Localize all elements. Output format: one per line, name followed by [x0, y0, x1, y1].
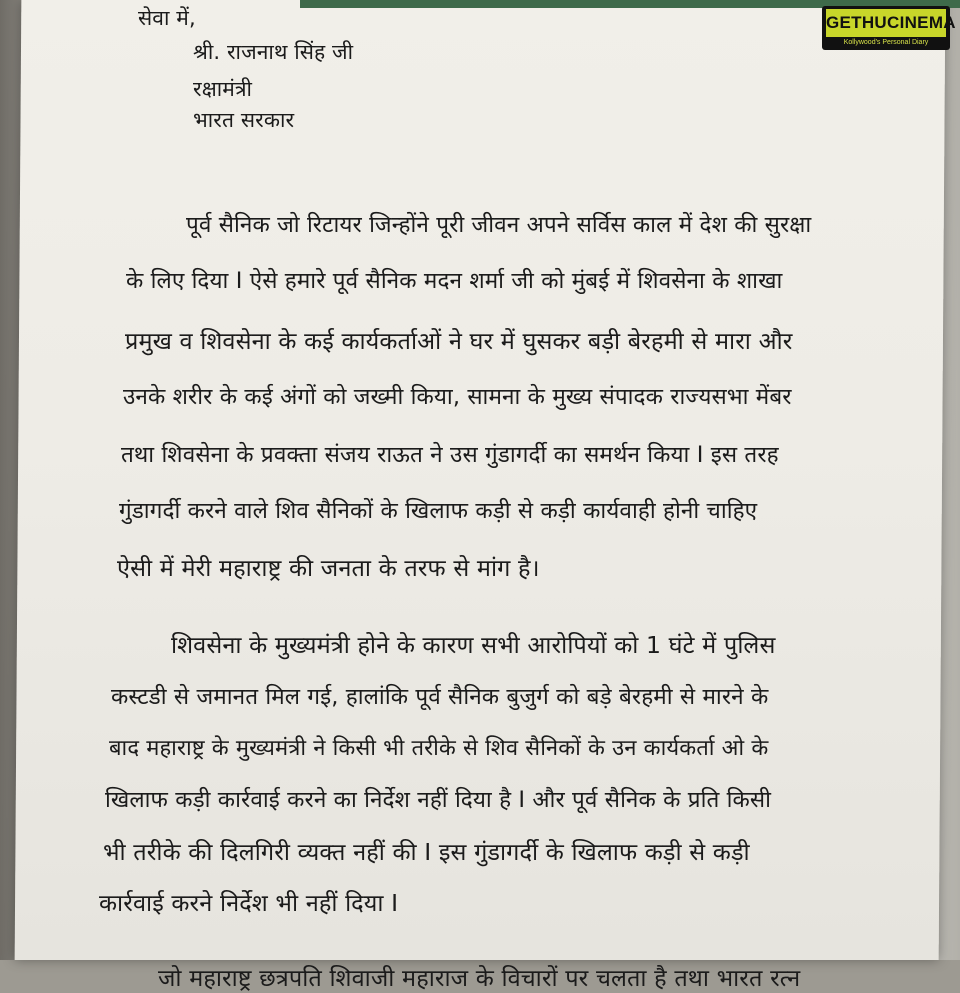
recipient-name: श्री. राजनाथ सिंह जी [193, 40, 354, 64]
paragraph-line: के लिए दिया I ऐसे हमारे पूर्व सैनिक मदन शर्मा जी को मुंबई में शिवसेना के शाखा [126, 268, 783, 294]
paragraph-line: कस्टडी से जमानत मिल गई, हालांकि पूर्व सैनिक बुजुर्ग को बड़े बेरहमी से मारने के [111, 683, 769, 710]
paragraph-line: प्रमुख व शिवसेना के कई कार्यकर्ताओं ने घर में घुसकर बड़ी बेरहमी से मारा और [125, 327, 793, 355]
salutation: सेवा में, [138, 6, 196, 30]
paragraph-line: खिलाफ कड़ी कार्रवाई करने का निर्देश नहीं दिया है I और पूर्व सैनिक के प्रति किसी [105, 787, 772, 814]
watermark-logo [822, 6, 956, 50]
paragraph-line: बाद महाराष्ट्र के मुख्यमंत्री ने किसी भी तरीके से शिव सैनिकों के उन कार्यकर्ता ओ के [109, 735, 769, 761]
paragraph-line: तथा शिवसेना के प्रवक्ता संजय राऊत ने उस गुंडागर्दी का समर्थन किया I इस तरह [121, 442, 779, 468]
paragraph-line: उनके शरीर के कई अंगों को जख्मी किया, सामना के मुख्य संपादक राज्यसभा मेंबर [123, 384, 792, 410]
paragraph-line: शिवसेना के मुख्यमंत्री होने के कारण सभी आरोपियों को 1 घंटे में पुलिस [171, 631, 776, 660]
recipient-org: भारत सरकार [193, 108, 295, 132]
paragraph-line: पूर्व सैनिक जो रिटायर जिन्होंने पूरी जीवन अपने सर्विस काल में देश की सुरक्षा [186, 212, 812, 238]
paragraph-line: गुंडागर्दी करने वाले शिव सैनिकों के खिलाफ कड़ी से कड़ी कार्यवाही होनी चाहिए [119, 498, 758, 524]
paragraph-line: कार्रवाई करने निर्देश भी नहीं दिया I [99, 888, 399, 917]
watermark-tagline: Kollywood's Personal Diary [843, 39, 929, 46]
watermark-brand: GETHUCINEMA [826, 9, 946, 37]
paragraph-line: जो महाराष्ट्र छत्रपति शिवाजी महाराज के विचारों पर चलता है तथा भारत रत्न [158, 964, 801, 993]
paragraph-line: भी तरीके की दिलगिरी व्यक्त नहीं की I इस गुंडागर्दी के खिलाफ कड़ी से कड़ी [103, 837, 750, 866]
recipient-title: रक्षामंत्री [193, 77, 253, 101]
paragraph-line: ऐसी में मेरी महाराष्ट्र की जनता के तरफ से मांग है। [117, 554, 540, 582]
